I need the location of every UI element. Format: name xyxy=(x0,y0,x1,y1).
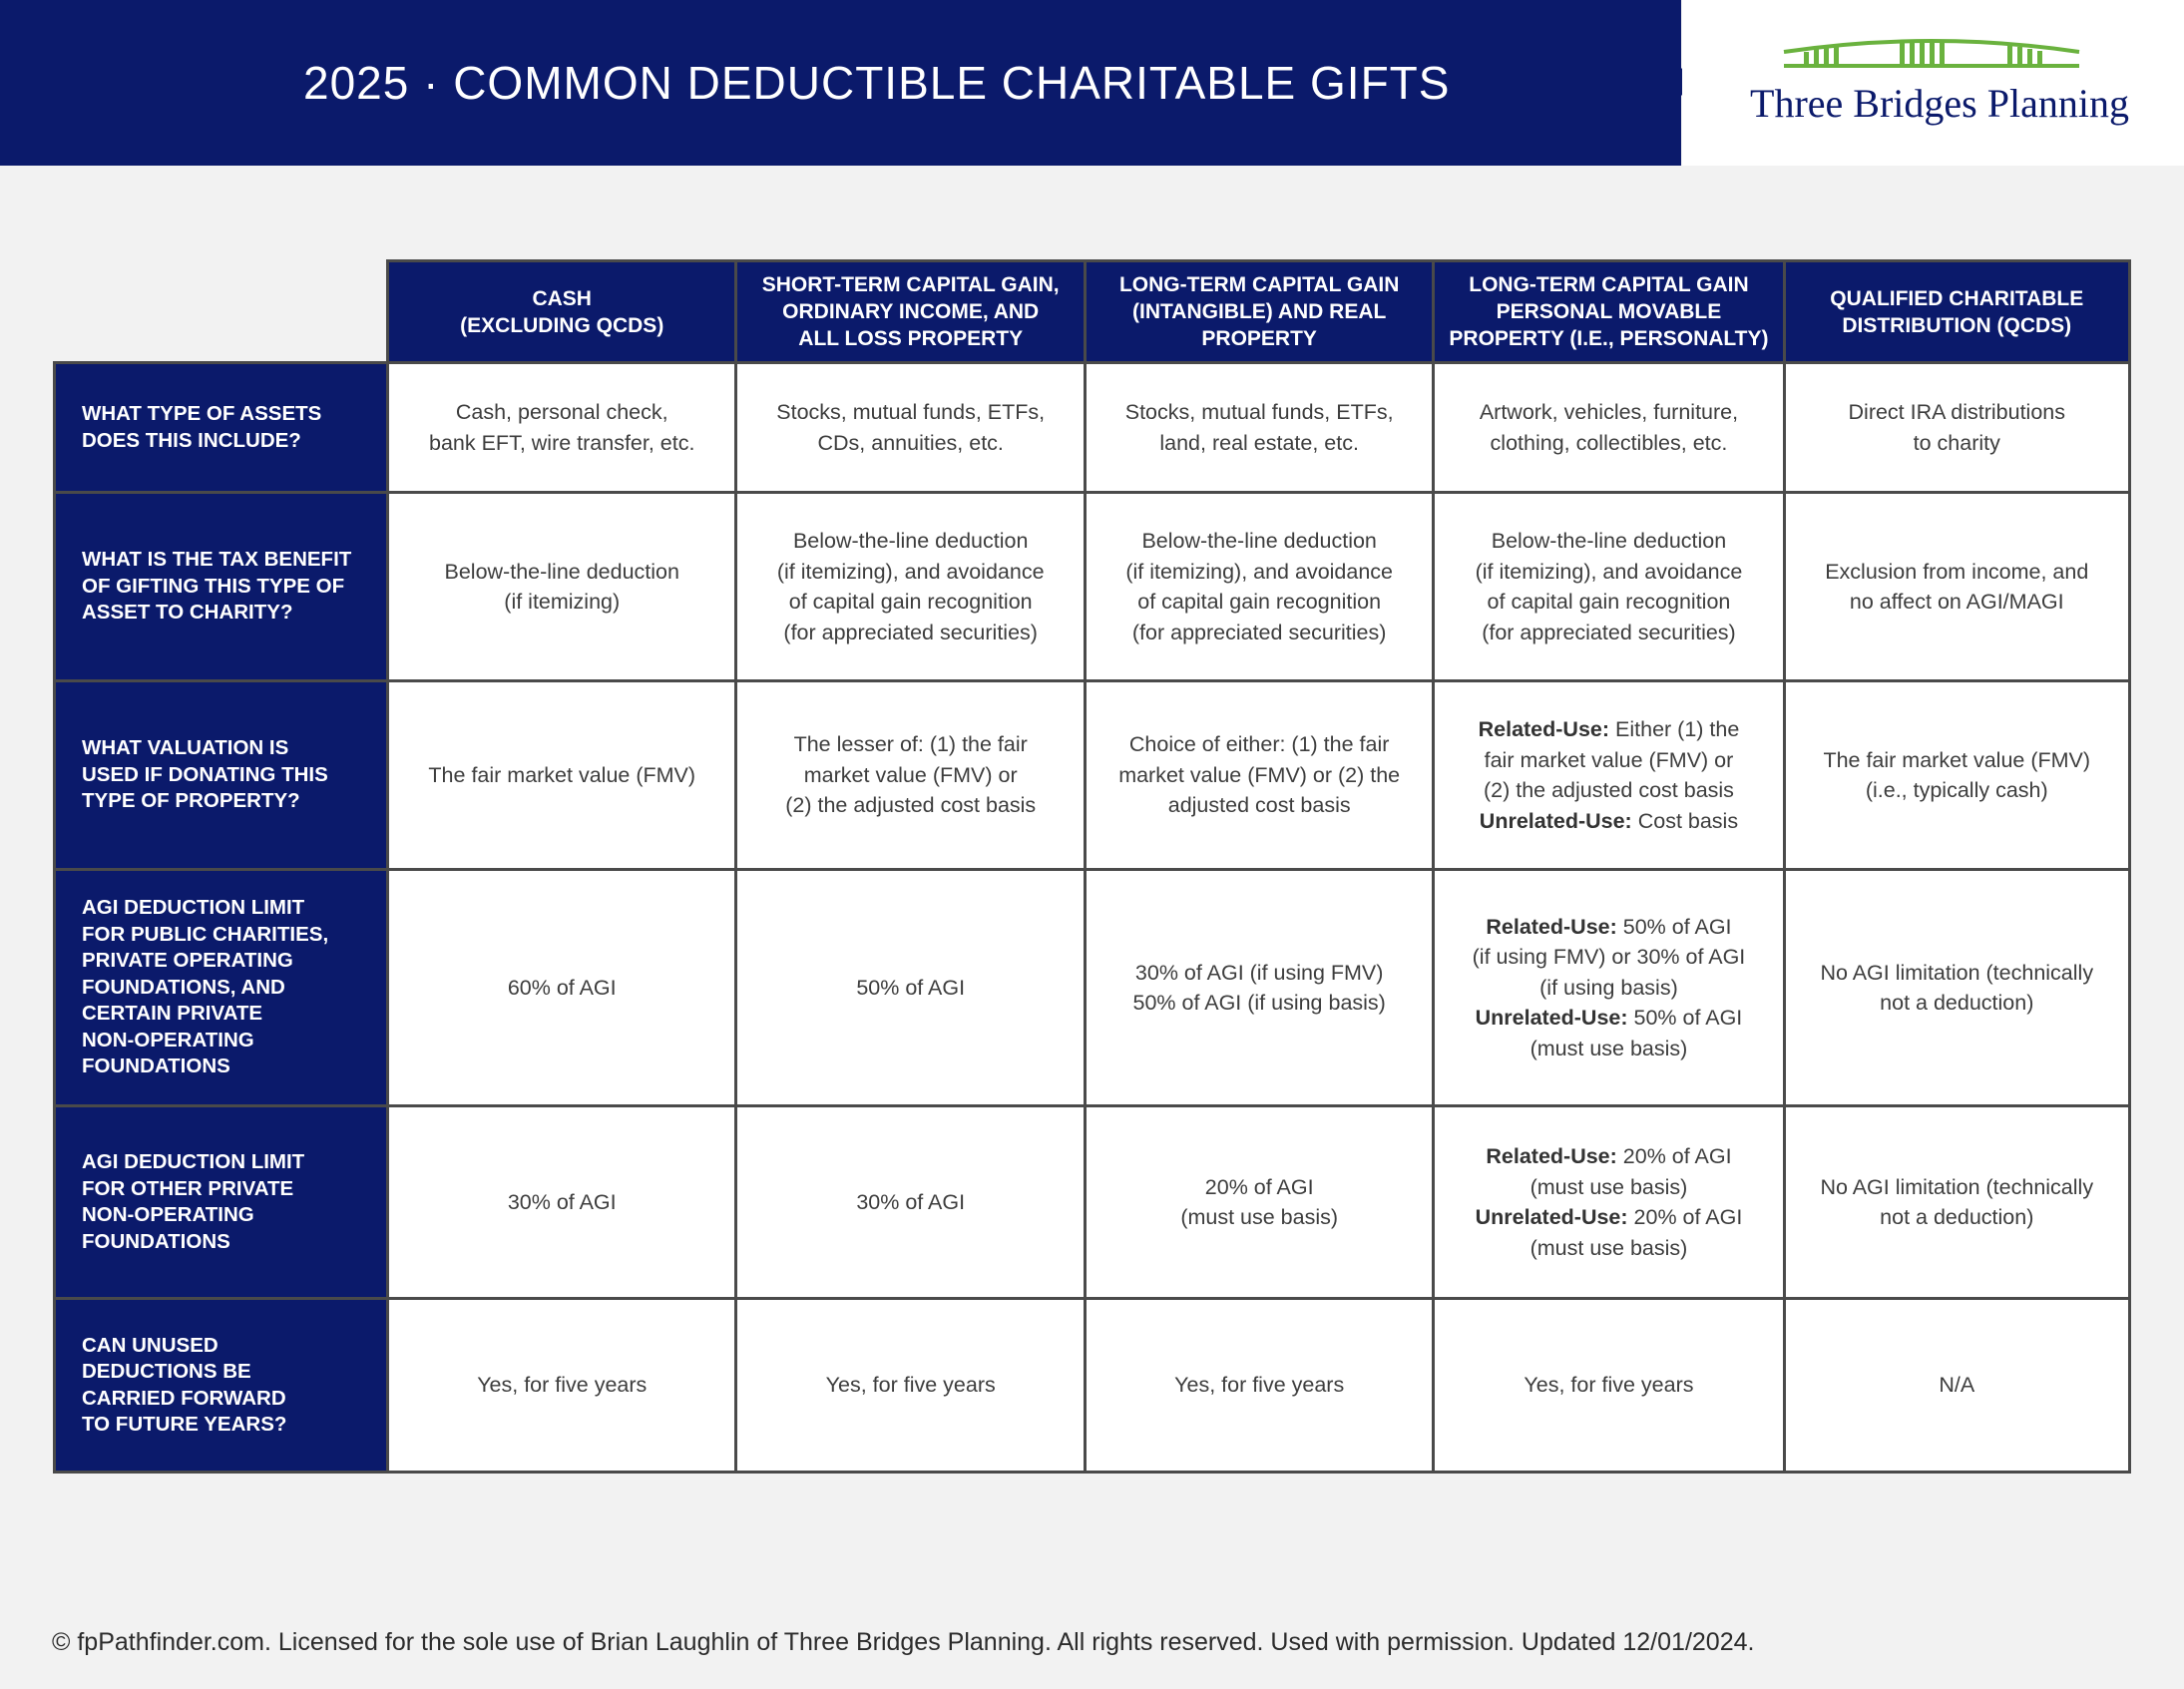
copyright-footer: © fpPathfinder.com. Licensed for the sole use of Brian Laughlin of Three Bridges Planning. All rights reserved. Used with permission. Updated 12/01/2024. xyxy=(52,1628,1755,1656)
column-header: CASH (EXCLUDING QCDS) xyxy=(386,259,734,361)
row-header: AGI DEDUCTION LIMIT FOR OTHER PRIVATE NON-OPERATING FOUNDATIONS xyxy=(53,1104,386,1297)
column-header: LONG-TERM CAPITAL GAIN PERSONAL MOVABLE PROPERTY (I.E., PERSONALTY) xyxy=(1432,259,1782,361)
logo-text: Three Bridges Planning xyxy=(1750,81,2129,126)
column-header: LONG-TERM CAPITAL GAIN (INTANGIBLE) AND REAL PROPERTY xyxy=(1084,259,1432,361)
table-cell: 50% of AGI xyxy=(734,868,1083,1104)
table-corner xyxy=(53,259,386,361)
table-cell: N/A xyxy=(1783,1297,2131,1474)
table-cell: The fair market value (FMV) (i.e., typically cash) xyxy=(1783,679,2131,868)
table-cell: Yes, for five years xyxy=(734,1297,1083,1474)
column-header: QUALIFIED CHARITABLE DISTRIBUTION (QCDS) xyxy=(1783,259,2131,361)
table-cell: Stocks, mutual funds, ETFs, land, real estate, etc. xyxy=(1084,361,1432,491)
table-cell: Below-the-line deduction (if itemizing), and avoidance of capital gain recognition (for appreciated securities) xyxy=(1432,491,1782,679)
table-cell: Below-the-line deduction (if itemizing) xyxy=(386,491,734,679)
table-cell: Yes, for five years xyxy=(1084,1297,1432,1474)
row-header: WHAT IS THE TAX BENEFIT OF GIFTING THIS TYPE OF ASSET TO CHARITY? xyxy=(53,491,386,679)
table-cell: 30% of AGI xyxy=(734,1104,1083,1297)
table-cell: Exclusion from income, and no affect on AGI/MAGI xyxy=(1783,491,2131,679)
table-cell: Artwork, vehicles, furniture, clothing, collectibles, etc. xyxy=(1432,361,1782,491)
table-cell: Yes, for five years xyxy=(1432,1297,1782,1474)
table-cell: No AGI limitation (technically not a deduction) xyxy=(1783,1104,2131,1297)
row-header: AGI DEDUCTION LIMIT FOR PUBLIC CHARITIES, PRIVATE OPERATING FOUNDATIONS, AND CERTAIN PRIVATE NON-OPERATING FOUNDATIONS xyxy=(53,868,386,1104)
table-cell: Direct IRA distributions to charity xyxy=(1783,361,2131,491)
table-cell: The fair market value (FMV) xyxy=(386,679,734,868)
logo xyxy=(1682,0,2184,166)
table-cell: No AGI limitation (technically not a deduction) xyxy=(1783,868,2131,1104)
table-cell: Yes, for five years xyxy=(386,1297,734,1474)
table-cell: Stocks, mutual funds, ETFs, CDs, annuities, etc. xyxy=(734,361,1083,491)
charitable-gifts-table xyxy=(53,259,2131,1474)
table-cell: The lesser of: (1) the fair market value (FMV) or (2) the adjusted cost basis xyxy=(734,679,1083,868)
table-cell: Below-the-line deduction (if itemizing), and avoidance of capital gain recognition (for appreciated securities) xyxy=(734,491,1083,679)
page-title: 2025 · COMMON DEDUCTIBLE CHARITABLE GIFTS xyxy=(303,57,1451,109)
table-cell: Related-Use: Either (1) the fair market value (FMV) or (2) the adjusted cost basis Unrelated-Use: Cost basis xyxy=(1432,679,1782,868)
table-cell: Choice of either: (1) the fair market value (FMV) or (2) the adjusted cost basis xyxy=(1084,679,1432,868)
table-cell: 30% of AGI xyxy=(386,1104,734,1297)
table-cell: 30% of AGI (if using FMV) 50% of AGI (if using basis) xyxy=(1084,868,1432,1104)
row-header: CAN UNUSED DEDUCTIONS BE CARRIED FORWARD TO FUTURE YEARS? xyxy=(53,1297,386,1474)
title-band xyxy=(0,0,1681,166)
page-header xyxy=(0,0,2184,166)
table-cell: Related-Use: 20% of AGI (must use basis) Unrelated-Use: 20% of AGI (must use basis) xyxy=(1432,1104,1782,1297)
table-cell: 20% of AGI (must use basis) xyxy=(1084,1104,1432,1297)
row-header: WHAT TYPE OF ASSETS DOES THIS INCLUDE? xyxy=(53,361,386,491)
table-cell: 60% of AGI xyxy=(386,868,734,1104)
row-header: WHAT VALUATION IS USED IF DONATING THIS TYPE OF PROPERTY? xyxy=(53,679,386,868)
table-cell: Cash, personal check, bank EFT, wire transfer, etc. xyxy=(386,361,734,491)
table-cell: Below-the-line deduction (if itemizing), and avoidance of capital gain recognition (for appreciated securities) xyxy=(1084,491,1432,679)
bridge-logo-icon xyxy=(1782,36,2081,76)
column-header: SHORT-TERM CAPITAL GAIN, ORDINARY INCOME, AND ALL LOSS PROPERTY xyxy=(734,259,1083,361)
table-cell: Related-Use: 50% of AGI (if using FMV) or 30% of AGI (if using basis) Unrelated-Use: 50% of AGI (must use basis) xyxy=(1432,868,1782,1104)
